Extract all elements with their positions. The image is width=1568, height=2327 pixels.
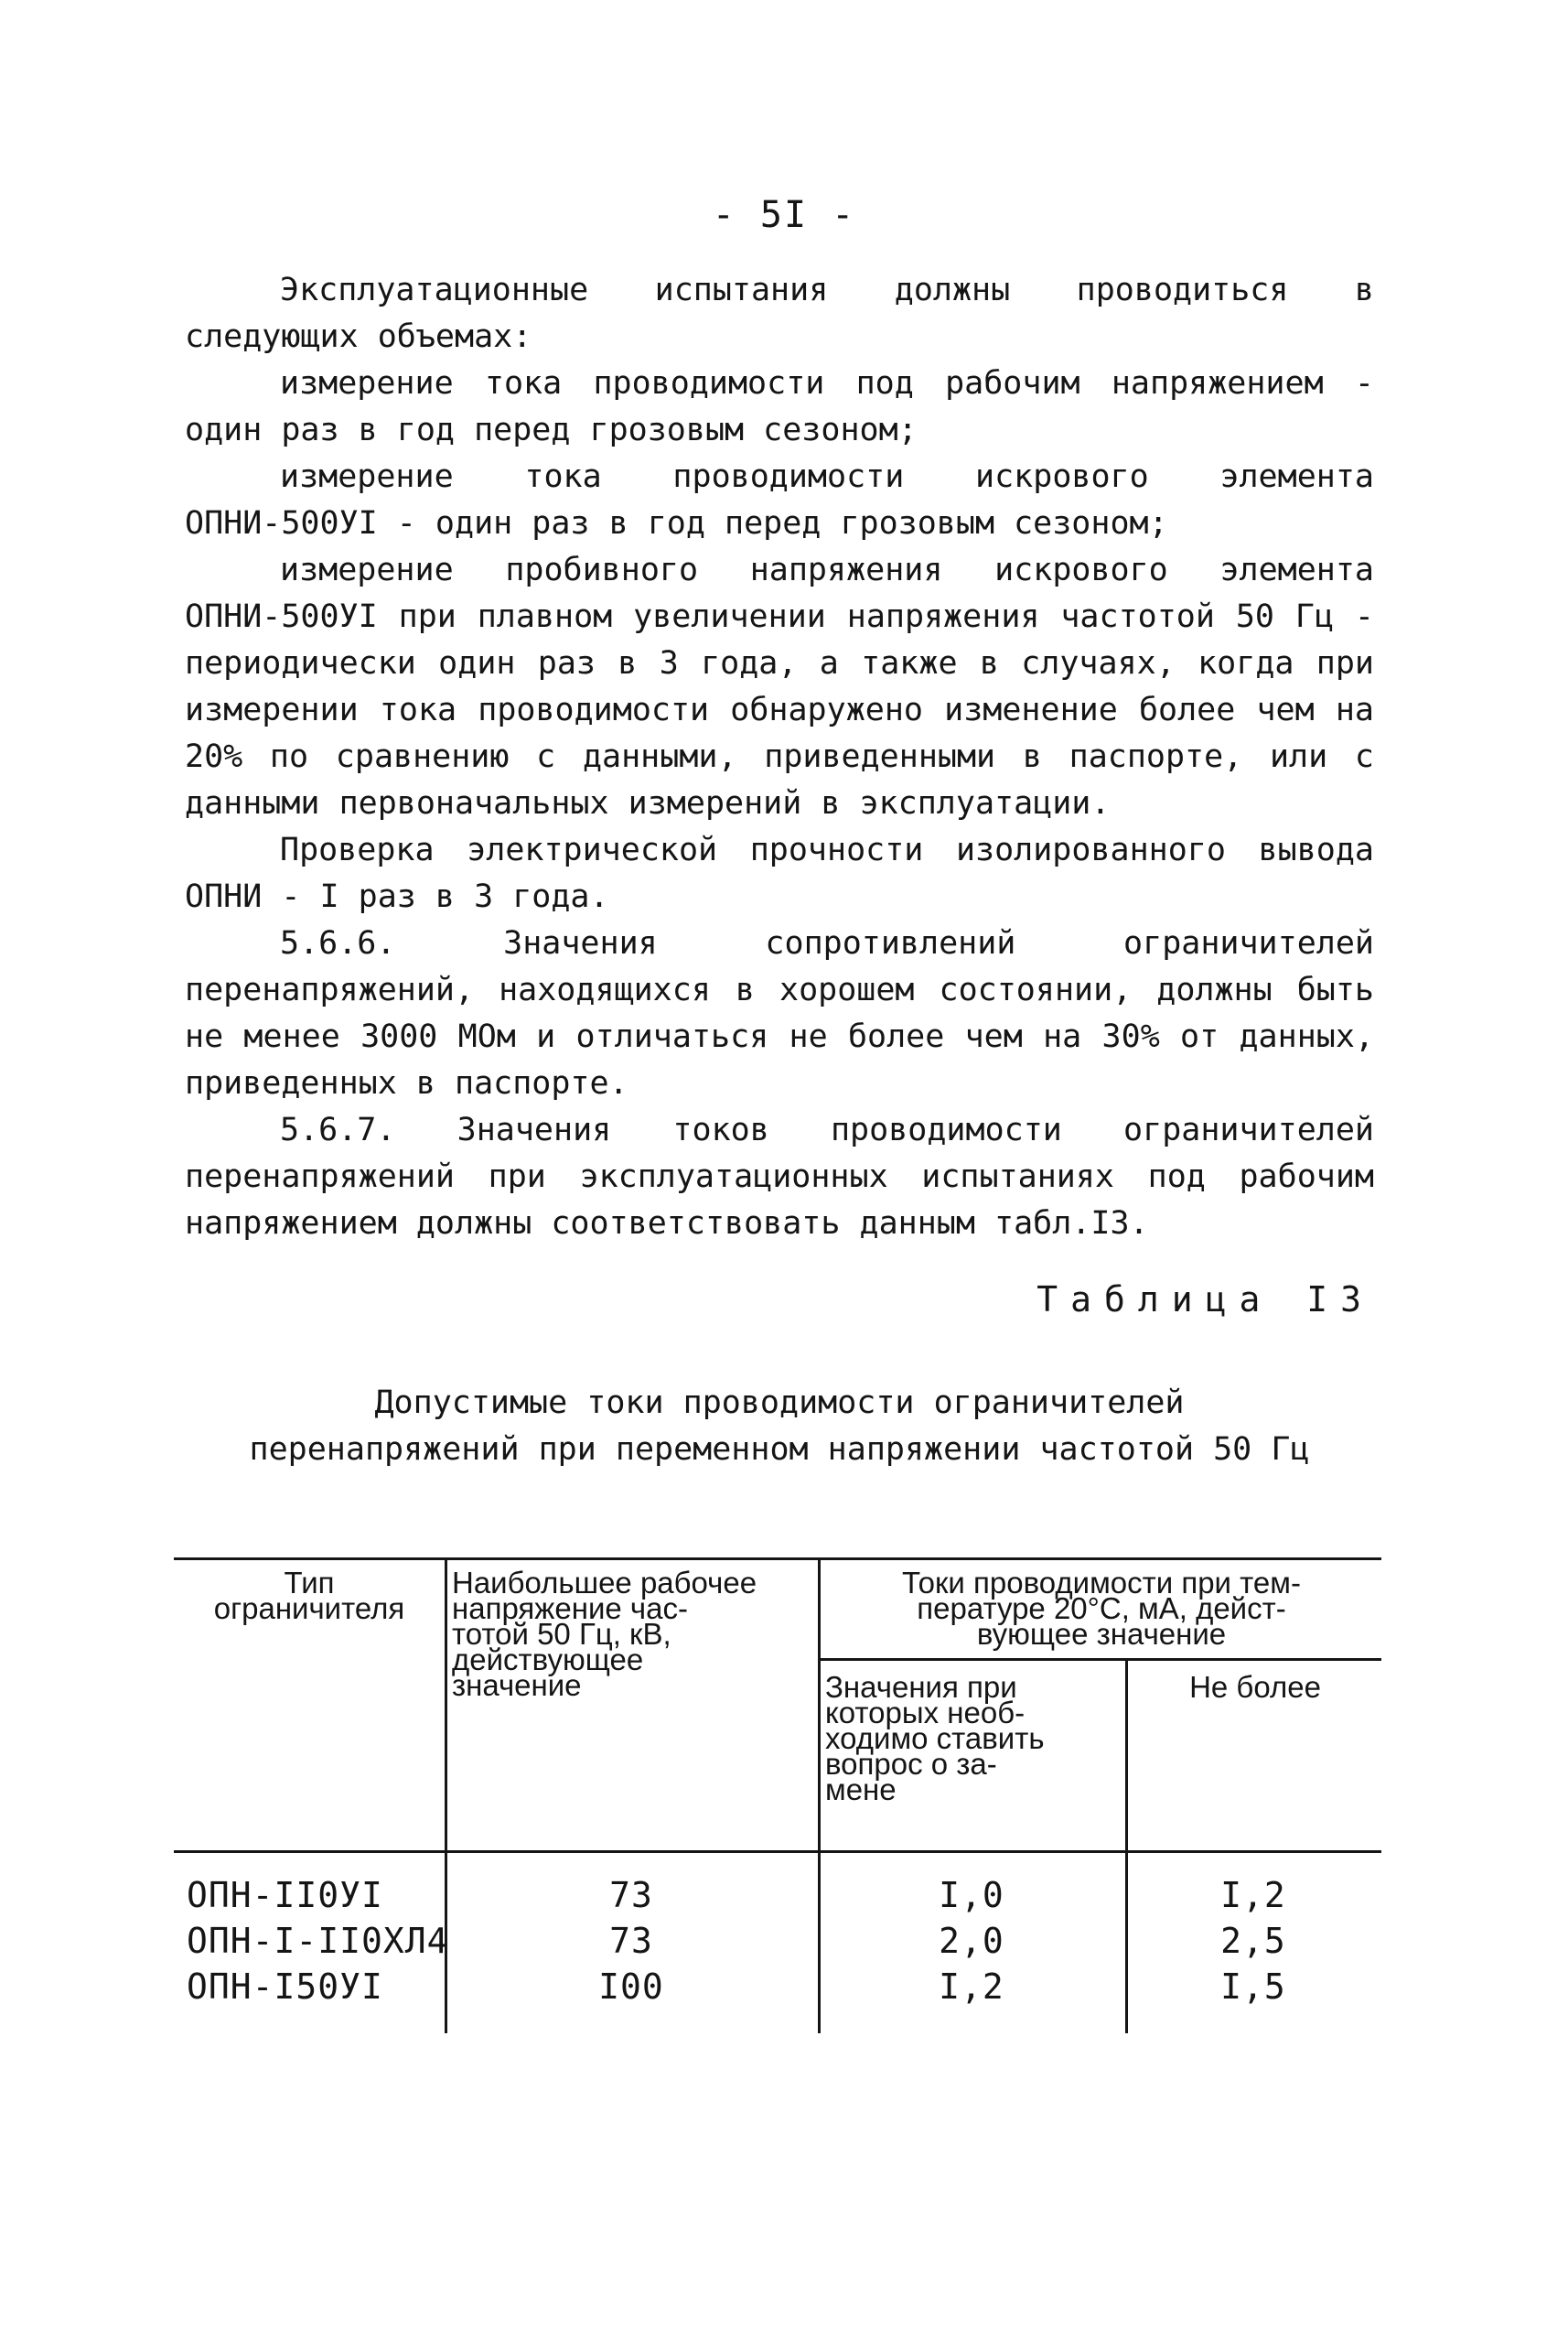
cell-max: 2,5 <box>1220 1921 1286 1961</box>
cell-max: I,2 <box>1220 1875 1286 1915</box>
table-subheader-rule <box>818 1658 1381 1661</box>
table-caption-line: перенапряжений при переменном напряжении частотой 50 Гц <box>249 1431 1310 1468</box>
header-max-value: Не более <box>1189 1670 1321 1704</box>
page-number: - 5I - <box>712 194 856 236</box>
header-replace-value: Значения при которых необ- ходимо ставить вопрос о за- мене <box>825 1670 1045 1806</box>
paragraph: 5.6.7. Значения токов проводимости ограничителей перенапряжений при эксплуатационных испытаниях под рабочим напряжением должны соответствовать данным табл.I3. <box>185 1112 1374 1242</box>
header-type: Тип ограничителя <box>213 1566 405 1625</box>
table-label: Таблица I3 <box>1036 1279 1374 1320</box>
table-header-rule <box>174 1850 1381 1853</box>
cell-replace: I,2 <box>939 1966 1004 2007</box>
cell-type: ОПН-I50УI <box>187 1966 383 2007</box>
table-top-rule <box>174 1557 1381 1560</box>
cell-type: ОПН-II0УI <box>187 1875 383 1915</box>
header-voltage: Наибольшее рабочее напряжение час- тотой 50 Гц, кВ, действующее значение <box>452 1566 757 1702</box>
cell-replace: 2,0 <box>939 1921 1004 1961</box>
header-current-group: Токи проводимости при тем- пературе 20°С, мА, дейст- вующее значение <box>902 1566 1301 1651</box>
paragraph: Эксплуатационные испытания должны проводиться в следующих объемах: <box>185 272 1374 355</box>
conduction-current-table <box>174 1557 1381 2033</box>
cell-voltage: I00 <box>598 1966 664 2007</box>
paragraph: Проверка электрической прочности изолированного вывода ОПНИ - I раз в 3 года. <box>185 832 1374 915</box>
body-text <box>185 267 1374 1247</box>
cell-max: I,5 <box>1220 1966 1286 2007</box>
paragraph: измерение пробивного напряжения искрового элемента ОПНИ-500УI при плавном увеличении напряжения частотой 50 Гц - периодически один раз в 3 года, а также в случаях, когда при измерении тока проводимости обнаружено изменение более чем на 20% по сравнению с данными, приведенными в паспорте, или с данными первоначальных измерений в эксплуатации. <box>185 552 1374 822</box>
cell-voltage: 73 <box>609 1921 653 1961</box>
paragraph: 5.6.6. Значения сопротивлений ограничителей перенапряжений, находящихся в хорошем состоянии, должны быть не менее 3000 МОм и отличаться не более чем на 30% от данных, приведенных в паспорте. <box>185 925 1374 1102</box>
paragraph: измерение тока проводимости искрового элемента ОПНИ-500УI - один раз в год перед грозовым сезоном; <box>185 458 1374 542</box>
cell-type: ОПН-I-II0ХЛ4 <box>187 1921 449 1961</box>
table-caption-line: Допустимые токи проводимости ограничителей <box>374 1384 1185 1421</box>
cell-voltage: 73 <box>609 1875 653 1915</box>
paragraph: измерение тока проводимости под рабочим напряжением - один раз в год перед грозовым сезоном; <box>185 365 1374 448</box>
cell-replace: I,0 <box>939 1875 1004 1915</box>
table-caption <box>185 1380 1374 1473</box>
